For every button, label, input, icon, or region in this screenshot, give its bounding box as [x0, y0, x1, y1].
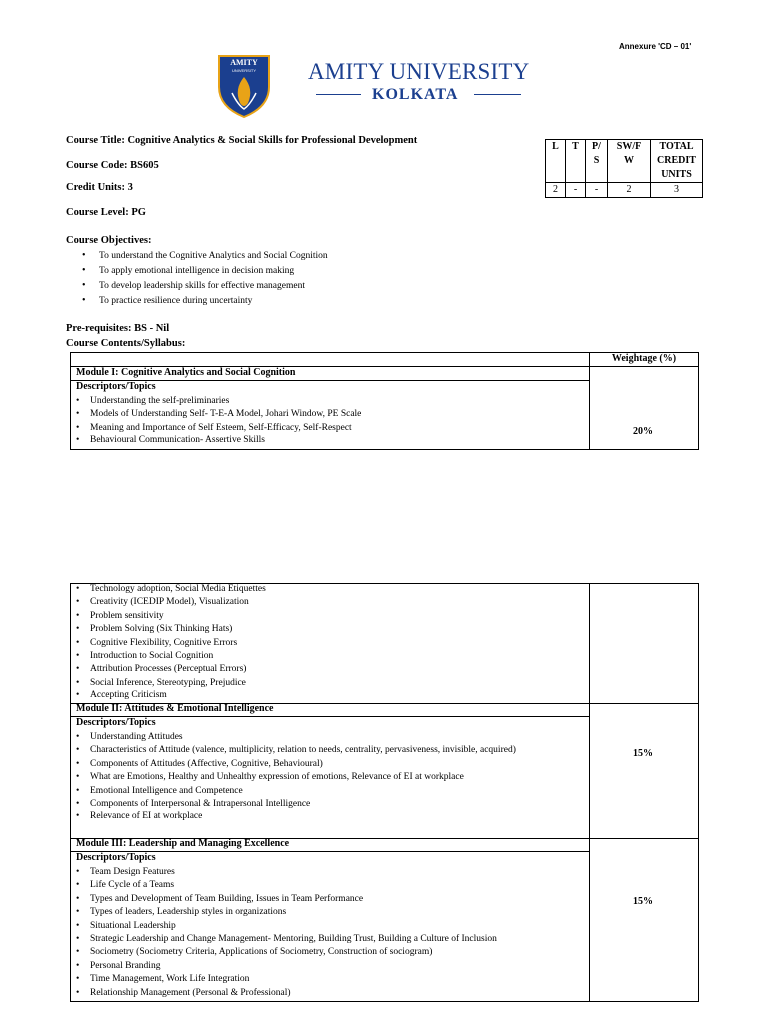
topic-item: • Time Management, Work Life Integration: [70, 973, 585, 986]
credit-table: [545, 139, 703, 198]
title-rule-right: [474, 94, 521, 95]
weightage-header: Weightage (%): [611, 353, 677, 364]
module1-weight: 20%: [633, 426, 653, 437]
module3-topics: [70, 866, 585, 1000]
topic-item: • Relevance of EI at workplace: [70, 811, 560, 822]
topic-item: • Situational Leadership: [70, 920, 585, 933]
annexure-label: Annexure 'CD – 01': [619, 42, 692, 51]
credit-value-t: -: [566, 183, 586, 198]
topic-item: • Meaning and Importance of Self Esteem, Self-Efficacy, Self-Respect: [70, 422, 585, 435]
topic-item: • Accepting Criticism: [70, 690, 585, 701]
descriptors-label: Descriptors/Topics: [76, 717, 156, 728]
topic-item: • Types of leaders, Leadership styles in organizations: [70, 906, 585, 919]
credit-header-total: TOTAL CREDIT UNITS: [651, 140, 703, 183]
objectives-heading: Course Objectives:: [66, 235, 152, 246]
objective-item: • To understand the Cognitive Analytics and Social Cognition: [66, 251, 328, 266]
descriptors-label: Descriptors/Topics: [76, 852, 156, 863]
module2-weight: 15%: [633, 748, 653, 759]
course-level: Course Level: PG: [66, 207, 146, 218]
topic-item: • Strategic Leadership and Change Management- Mentoring, Building Trust, Building a Culture of Inclusion: [70, 933, 585, 946]
university-name: AMITY UNIVERSITY: [308, 59, 530, 84]
topic-item: • Problem sensitivity: [70, 610, 585, 623]
topic-item: • Understanding Attitudes: [70, 731, 560, 744]
credit-value-ps: -: [586, 183, 608, 198]
credit-value-swfw: 2: [608, 183, 651, 198]
module3-weight: 15%: [633, 896, 653, 907]
credit-header-t: T: [566, 140, 586, 183]
topic-item: • Social Inference, Stereotyping, Prejudice: [70, 677, 585, 690]
topic-item: • Life Cycle of a Teams: [70, 879, 585, 892]
topic-item: • Behavioural Communication- Assertive Skills: [70, 435, 585, 446]
module1-topics-continued: [70, 583, 585, 701]
objective-item: • To develop leadership skills for effective management: [66, 281, 328, 296]
topic-item: • Sociometry (Sociometry Criteria, Applications of Sociometry, Construction of sociogram): [70, 946, 585, 959]
logo-text-top: AMITY: [230, 58, 258, 67]
credit-value-l: 2: [546, 183, 566, 198]
objective-item: • To practice resilience during uncertainty: [66, 296, 328, 311]
topic-item: • Attribution Processes (Perceptual Errors): [70, 663, 585, 676]
topic-item: • Components of Attitudes (Affective, Cognitive, Behavioural): [70, 758, 560, 771]
module2-title: Module II: Attitudes & Emotional Intelligence: [76, 703, 274, 714]
descriptors-label: Descriptors/Topics: [76, 381, 156, 392]
topic-item: • What are Emotions, Healthy and Unhealthy expression of emotions, Relevance of EI at workplace: [70, 771, 560, 784]
topic-item: • Personal Branding: [70, 960, 585, 973]
logo-text-bottom: UNIVERSITY: [231, 68, 257, 73]
credit-header-swfw: SW/F W: [608, 140, 651, 183]
topic-item: • Problem Solving (Six Thinking Hats): [70, 623, 585, 636]
credit-value-total: 3: [651, 183, 703, 198]
topic-item: • Relationship Management (Personal & Professional): [70, 987, 585, 1000]
module2-topics: [70, 731, 560, 822]
course-code: Course Code: BS605: [66, 160, 159, 171]
module1-topics: [70, 395, 585, 446]
topic-item: • Types and Development of Team Building, Issues in Team Performance: [70, 893, 585, 906]
topic-item: • Creativity (ICEDIP Model), Visualization: [70, 596, 585, 609]
topic-item: • Components of Interpersonal & Intrapersonal Intelligence: [70, 798, 560, 811]
topic-item: • Cognitive Flexibility, Cognitive Errors: [70, 637, 585, 650]
topic-item: • Models of Understanding Self- T-E-A Model, Johari Window, PE Scale: [70, 408, 585, 421]
credit-header-l: L: [546, 140, 566, 183]
university-logo: [216, 53, 272, 119]
objective-item: • To apply emotional intelligence in decision making: [66, 266, 328, 281]
topic-item: • Understanding the self-preliminaries: [70, 395, 585, 408]
objectives-list: [66, 251, 328, 311]
course-title: Course Title: Cognitive Analytics & Social Skills for Professional Development: [66, 135, 418, 146]
credit-units: Credit Units: 3: [66, 182, 133, 193]
campus-name: KOLKATA: [372, 86, 459, 103]
topic-item: • Technology adoption, Social Media Etiquettes: [70, 583, 585, 596]
prerequisites: Pre-requisites: BS - Nil: [66, 323, 170, 334]
topic-item: • Characteristics of Attitude (valence, multiplicity, relation to needs, centrality, pervasiveness, invisible, acquired): [70, 744, 560, 757]
module1-title: Module I: Cognitive Analytics and Social Cognition: [76, 367, 296, 378]
topic-item: • Team Design Features: [70, 866, 585, 879]
topic-item: • Introduction to Social Cognition: [70, 650, 585, 663]
syllabus-divider: [589, 583, 590, 1002]
contents-heading: Course Contents/Syllabus:: [66, 338, 186, 349]
topic-item: • Emotional Intelligence and Competence: [70, 785, 560, 798]
title-rule-left: [316, 94, 361, 95]
module3-title: Module III: Leadership and Managing Excellence: [76, 838, 290, 849]
credit-header-ps: P/ S: [586, 140, 608, 183]
